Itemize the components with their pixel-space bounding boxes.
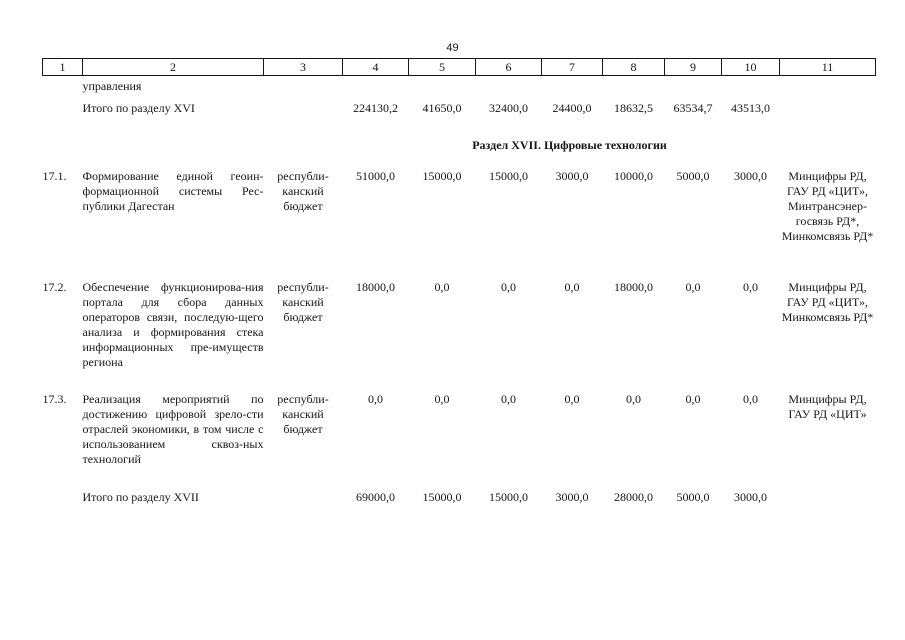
column-header: 4: [343, 59, 409, 76]
total-value: 3000,0: [734, 490, 767, 504]
row-value: 0,0: [434, 392, 450, 406]
column-header: 7: [542, 59, 603, 76]
continuation-row: [43, 76, 876, 99]
total-value: 32400,0: [489, 101, 528, 115]
row-value: 0,0: [368, 392, 383, 406]
total-value: 18632,5: [614, 101, 653, 115]
row-value: 0,0: [501, 280, 516, 294]
column-header: 3: [264, 59, 343, 76]
total-value: 43513,0: [731, 101, 770, 115]
row-name: Реализация мероприятий по достижению цифровой зрело-сти отраслей экономики, в том числе с использованием сквоз-ных технологий: [82, 392, 264, 466]
total-value: 63534,7: [673, 101, 713, 115]
row-value: 0,0: [685, 392, 701, 406]
total-value: 24400,0: [552, 101, 592, 115]
row-value: 0,0: [434, 280, 450, 294]
row-name: Формирование единой геоин-формационной системы Рес-публики Дагестан: [82, 169, 264, 213]
row-value: 0,0: [685, 280, 701, 294]
row-value: 3000,0: [734, 169, 767, 183]
table-row: [43, 278, 876, 390]
row-budget: республи-канский бюджет: [277, 169, 329, 213]
row-value: 18000,0: [614, 280, 653, 294]
column-header: 11: [780, 59, 876, 76]
row-value: 0,0: [743, 280, 758, 294]
total-value: 28000,0: [614, 490, 653, 504]
row-code: 17.2.: [42, 280, 67, 294]
row-value: 51000,0: [356, 169, 395, 183]
total-value: 224130,2: [353, 101, 398, 115]
column-number-row: [43, 59, 876, 76]
column-header: 5: [409, 59, 476, 76]
total-value: 69000,0: [356, 490, 395, 504]
row-code: 17.1.: [42, 169, 67, 183]
row-value: 15000,0: [489, 169, 528, 183]
row-value: 0,0: [564, 280, 580, 294]
total-row-xvii: [43, 490, 876, 510]
row-value: 15000,0: [422, 169, 462, 183]
row-value: 5000,0: [676, 169, 710, 183]
total-value: 15000,0: [422, 490, 462, 504]
table-row: [43, 164, 876, 278]
row-value: 10000,0: [614, 169, 653, 183]
table-row: [43, 390, 876, 490]
total-value: 3000,0: [555, 490, 589, 504]
row-value: 0,0: [743, 392, 758, 406]
row-responsible: Минцифры РД, ГАУ РД «ЦИТ», Минкомсвязь РД*: [781, 280, 874, 324]
row-value: 0,0: [564, 392, 580, 406]
continuation-text: управления: [82, 79, 142, 93]
column-header: 8: [603, 59, 665, 76]
row-name: Обеспечение функционирова-ния портала для сбора данных операторов связи, последую-щего анализа и формирования стека информационных пре-имуществ региона: [82, 280, 264, 369]
section-title: Раздел XVII. Цифровые технологии: [472, 138, 667, 152]
row-value: 0,0: [626, 392, 641, 406]
row-responsible: Минцифры РД, ГАУ РД «ЦИТ»: [788, 392, 867, 421]
row-code: 17.3.: [42, 392, 67, 406]
row-value: 3000,0: [555, 169, 589, 183]
column-header: 9: [665, 59, 722, 76]
column-header: 6: [476, 59, 542, 76]
total-value: 5000,0: [676, 490, 710, 504]
column-header: 2: [83, 59, 264, 76]
row-responsible: Минцифры РД, ГАУ РД «ЦИТ», Минтрансэнер-госвязь РД*, Минкомсвязь РД*: [781, 169, 874, 243]
total-value: 41650,0: [422, 101, 462, 115]
row-value: 18000,0: [356, 280, 395, 294]
total-label: Итого по разделу XVII: [82, 490, 199, 504]
row-budget: республи-канский бюджет: [277, 280, 329, 324]
column-header: 1: [43, 59, 83, 76]
budget-table: [42, 58, 876, 510]
column-header: 10: [722, 59, 780, 76]
page-number: 49: [446, 42, 459, 54]
total-row-xvi: [43, 98, 876, 131]
total-value: 15000,0: [489, 490, 528, 504]
row-value: 0,0: [501, 392, 516, 406]
total-label: Итого по разделу XVI: [82, 101, 195, 115]
section-heading-row: [43, 131, 876, 164]
row-budget: республи-канский бюджет: [277, 392, 329, 436]
